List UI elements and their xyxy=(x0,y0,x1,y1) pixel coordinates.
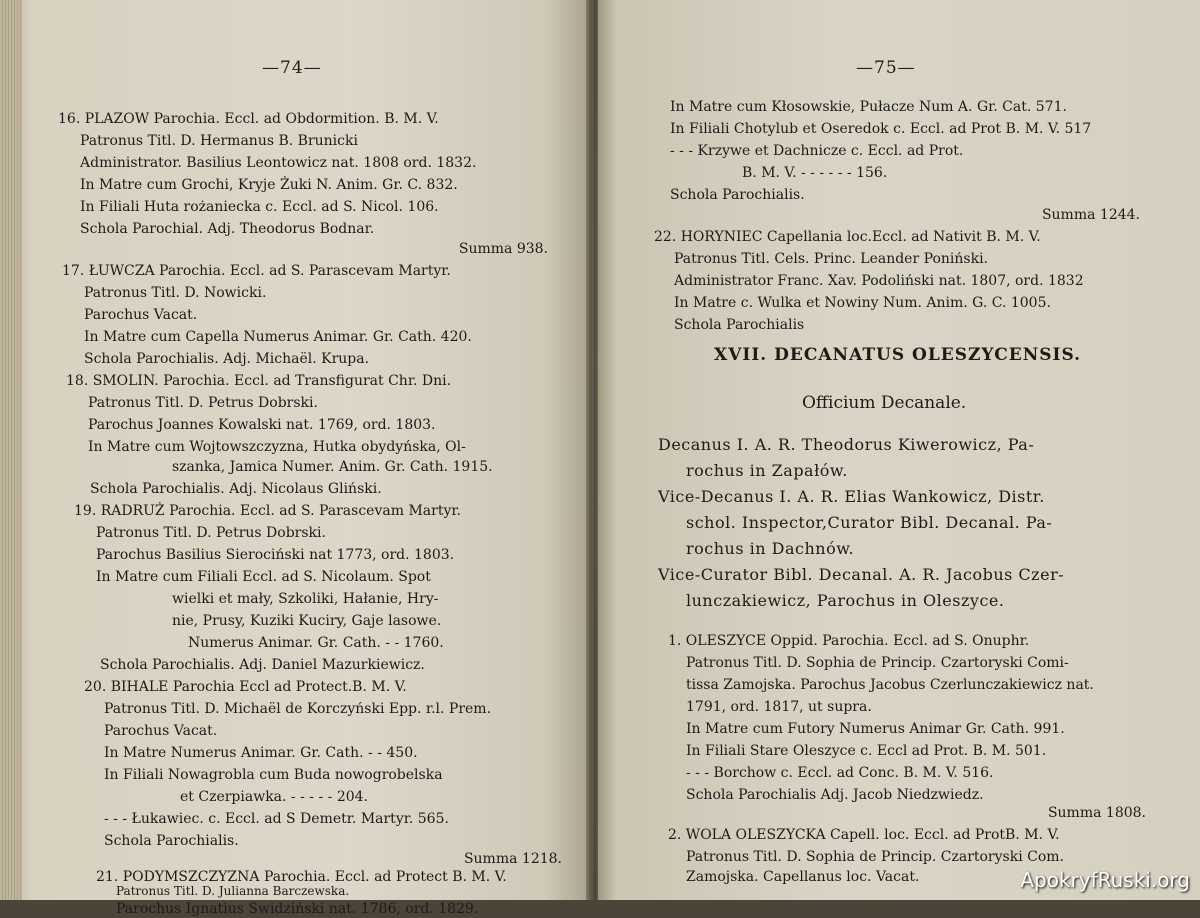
entry-line: Schola Parochialis. Adj. Daniel Mazurkiewicz. xyxy=(100,657,425,673)
entry-line: Patronus Titl. D. Sophia de Princip. Czartoryski Comi- xyxy=(686,655,1069,671)
entry-heading: 18. SMOLIN. Parochia. Eccl. ad Transfigurat Chr. Dni. xyxy=(66,373,452,389)
entry-line: Patronus Titl. D. Nowicki. xyxy=(84,285,267,301)
right-page xyxy=(598,0,1200,900)
entry-line: In Matre Numerus Animar. Gr. Cath. - - 450. xyxy=(104,745,418,761)
entry-line: nie, Prusy, Kuziki Kuciry, Gaje lasowe. xyxy=(172,613,442,629)
entry-heading: 20. BIHALE Parochia Eccl ad Protect.B. M. V. xyxy=(84,679,407,695)
summa-line: Summa 1218. xyxy=(463,851,562,867)
entry-line: In Matre cum Wojtowszczyzna, Hutka obydyńska, Ol- xyxy=(88,439,466,455)
entry-line: Patronus Titl. D. Michaël de Korczyński Epp. r.l. Prem. xyxy=(104,701,492,717)
officium-line: lunczakiewicz, Parochus in Oleszyce. xyxy=(686,591,1005,610)
page-number-right: —75— xyxy=(856,58,916,78)
entry-line: Parochus Vacat. xyxy=(104,723,218,739)
summa-line: Summa 1808. xyxy=(1047,805,1146,821)
entry-line: Patronus Titl. D. Julianna Barczewska. xyxy=(116,884,350,898)
entry-line: In Filiali Huta rożaniecka c. Eccl. ad S. Nicol. 106. xyxy=(80,199,439,215)
entry-line: Administrator Franc. Xav. Podoliński nat. 1807, ord. 1832 xyxy=(674,273,1084,289)
entry-line: Parochus Basilius Sierociński nat 1773, ord. 1803. xyxy=(96,547,455,563)
entry-line: Parochus Ignatius Swidziński nat. 1786, ord. 1829. xyxy=(116,901,479,917)
site-watermark: ApokryfRuski.org xyxy=(1020,868,1190,892)
entry-line: - - - Borchow c. Eccl. ad Conc. B. M. V. 516. xyxy=(686,765,994,781)
entry-heading: 22. HORYNIEC Capellania loc.Eccl. ad Nativit B. M. V. xyxy=(654,229,1041,245)
entry-heading: 16. PLAZOW Parochia. Eccl. ad Obdormition. B. M. V. xyxy=(58,111,439,127)
entry-line: - - - Łukawiec. c. Eccl. ad S Demetr. Martyr. 565. xyxy=(104,811,449,827)
entry-line: In Matre cum Kłosowskie, Pułacze Num A. Gr. Cat. 571. xyxy=(670,99,1067,115)
page-number-left: —74— xyxy=(262,58,322,78)
entry-line: Schola Parochialis xyxy=(674,317,805,333)
entry-line: Zamojska. Capellanus loc. Vacat. xyxy=(686,869,920,885)
entry-line: Numerus Animar. Gr. Cath. - - 1760. xyxy=(188,635,444,651)
officium-line: schol. Inspector,Curator Bibl. Decanal. Pa- xyxy=(686,513,1053,532)
entry-line: In Matre cum Filiali Eccl. ad S. Nicolaum. Spot xyxy=(96,569,431,585)
summa-line: Summa 938. xyxy=(458,241,548,257)
officium-line: Decanus I. A. R. Theodorus Kiwerowicz, Pa- xyxy=(658,435,1035,454)
entry-line: In Matre c. Wulka et Nowiny Num. Anim. G. C. 1005. xyxy=(674,295,1051,311)
entry-line: In Filiali Nowagrobla cum Buda nowogrobelska xyxy=(104,767,443,783)
entry-line: Patronus Titl. D. Hermanus B. Brunicki xyxy=(80,133,358,149)
entry-line: - - - Krzywe et Dachnicze c. Eccl. ad Prot. xyxy=(670,143,964,159)
entry-line: et Czerpiawka. - - - - - 204. xyxy=(180,789,369,805)
entry-line: Parochus Vacat. xyxy=(84,307,198,323)
entry-heading: 19. RADRUŻ Parochia. Eccl. ad S. Parascevam Martyr. xyxy=(74,503,461,519)
entry-line: In Matre cum Futory Numerus Animar Gr. Cath. 991. xyxy=(686,721,1065,737)
entry-line: In Matre cum Capella Numerus Animar. Gr. Cath. 420. xyxy=(84,329,472,345)
decanatus-heading: XVII. DECANATUS OLESZYCENSIS. xyxy=(714,345,1082,365)
entry-line: Schola Parochialis Adj. Jacob Niedzwiedz. xyxy=(686,787,984,803)
entry-line: Administrator. Basilius Leontowicz nat. 1808 ord. 1832. xyxy=(80,155,477,171)
entry-line: Schola Parochialis. xyxy=(104,833,239,849)
officium-line: rochus in Dachnów. xyxy=(686,539,855,558)
left-page xyxy=(0,0,592,917)
entry-line: In Matre cum Grochi, Kryje Żuki N. Anim. Gr. C. 832. xyxy=(80,177,458,193)
entry-line: In Filiali Chotylub et Oseredok c. Eccl. ad Prot B. M. V. 517 xyxy=(670,121,1092,137)
entry-line: Patronus Titl. Cels. Princ. Leander Poniński. xyxy=(674,251,989,267)
entry-heading: 1. OLESZYCE Oppid. Parochia. Eccl. ad S. Onuphr. xyxy=(668,633,1030,649)
entry-line: wielki et mały, Szkoliki, Hałanie, Hry- xyxy=(172,591,439,607)
entry-line: Schola Parochialis. Adj. Michaël. Krupa. xyxy=(84,351,370,367)
entry-line: Schola Parochialis. Adj. Nicolaus Gliński. xyxy=(90,481,382,497)
entry-line: B. M. V. - - - - - - 156. xyxy=(742,165,888,181)
page-edge-stack xyxy=(0,0,22,900)
entry-line: tissa Zamojska. Parochus Jacobus Czerlunczakiewicz nat. xyxy=(686,677,1094,693)
entry-heading: 17. ŁUWCZA Parochia. Eccl. ad S. Parascevam Martyr. xyxy=(62,263,451,279)
officium-line: Vice-Curator Bibl. Decanal. A. R. Jacobus Czer- xyxy=(658,565,1065,584)
entry-line: Parochus Joannes Kowalski nat. 1769, ord. 1803. xyxy=(88,417,436,433)
entry-line: szanka, Jamica Numer. Anim. Gr. Cath. 1915. xyxy=(172,459,493,475)
entry-line: In Filiali Stare Oleszyce c. Eccl ad Prot. B. M. 501. xyxy=(686,743,1047,759)
officium-line: rochus in Zapałów. xyxy=(686,461,848,480)
officium-line: Vice-Decanus I. A. R. Elias Wankowicz, Distr. xyxy=(658,487,1045,506)
officium-subheading: Officium Decanale. xyxy=(802,393,967,413)
entry-line: Patronus Titl. D. Petrus Dobrski. xyxy=(96,525,326,541)
entry-line: Patronus Titl. D. Sophia de Princip. Czartoryski Com. xyxy=(686,849,1064,865)
entry-line: 1791, ord. 1817, ut supra. xyxy=(686,699,872,715)
entry-line: Schola Parochialis. xyxy=(670,187,805,203)
entry-line: Patronus Titl. D. Petrus Dobrski. xyxy=(88,395,318,411)
entry-heading: 2. WOLA OLESZYCKA Capell. loc. Eccl. ad ProtB. M. V. xyxy=(668,827,1060,843)
entry-heading: 21. PODYMSZCZYZNA Parochia. Eccl. ad Protect B. M. V. xyxy=(96,869,507,885)
summa-line: Summa 1244. xyxy=(1041,207,1140,223)
entry-line: Schola Parochial. Adj. Theodorus Bodnar. xyxy=(80,221,375,237)
